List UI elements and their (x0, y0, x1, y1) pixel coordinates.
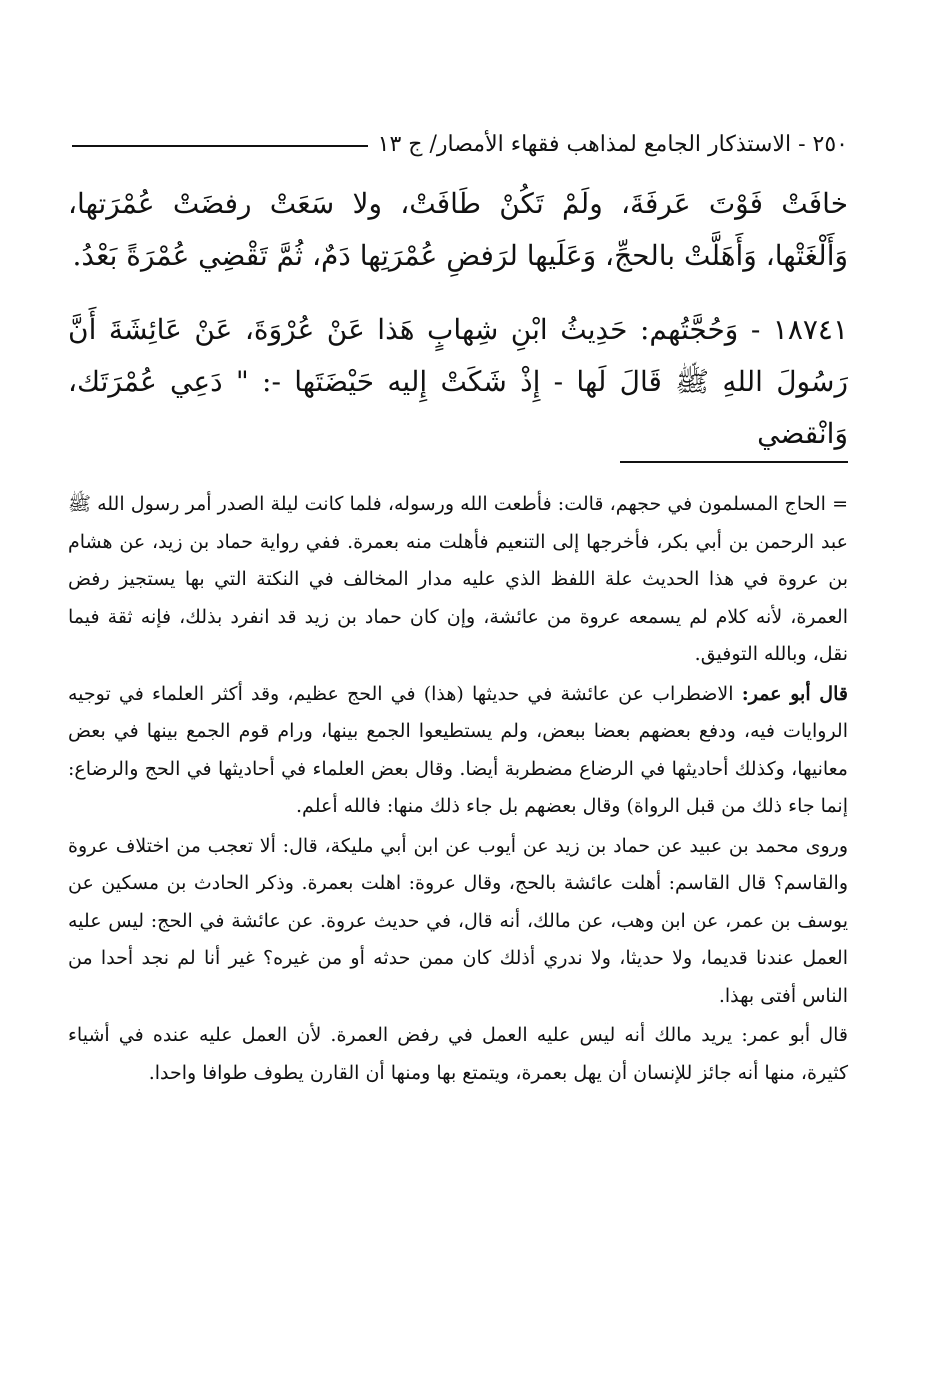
footnote-paragraph-2-text: الاضطراب عن عائشة في حديثها (هذا) في الحج عظيم، وقد أكثر العلماء في توجيه الروايات فيه، ودفع بعضهم بعضا ببعض، ولم يستطيعوا الجمع بينها، ورام قوم الجمع بينها في بعض معانيها، وكذلك أحاديثها في الرضاع مضطربة أيضا. وقال بعض العلماء في أحاديثها في الحج والرضاع: إنما جاء ذلك من قبل الرواة) وقال بعضهم بل جاء ذلك منها: فالله أعلم. (68, 682, 848, 817)
main-paragraph-1: خافَتْ فَوْتَ عَرفَةَ، ولَمْ تَكُنْ طَافَتْ، ولا سَعَتْ رفضَتْ عُمْرَتها، وَأَلْغَتْها، وَأَهَلَّتْ بالحجِّ، وَعَلَيها لرَفضِ عُمْرَتِها دَمٌ، ثُمَّ تَقْضِي عُمْرَةً بَعْدُ. (68, 187, 848, 272)
main-paragraph-2: ١٨٧٤١ - وَحُجَّتُهم: حَدِيثُ ابْنِ شِهابٍ هَذا عَنْ عُرْوَةَ، عَنْ عَائِشَةَ أَنَّ رَسُولَ اللهِ ﷺ قَالَ لَها - إِذْ شَكَتْ إِليه حَيْضَتَها -: " دَعِي عُمْرَتَك، وَانْقضي (68, 313, 848, 450)
main-text (68, 178, 848, 460)
footnote-paragraph-1: = الحاج المسلمون في حجهم، قالت: فأطعت الله ورسوله، فلما كانت ليلة الصدر أمر رسول الله ﷺ عبد الرحمن بن أبي بكر، فأخرجها إلى التنعيم فأهلت منه بعمرة. ففي رواية حماد بن زيد، عن هشام بن عروة في هذا الحديث علة اللفظ الذي عليه مدار المخالف في النكتة التي بها يستجيز رفض العمرة، لأنه كلام لم يسمعه عروة من عائشة، وإن كان حماد بن زيد قد انفرد بذلك، فإنه ثقة فيما نقل، وبالله التوفيق. (68, 493, 848, 665)
page-header (72, 124, 848, 164)
footnote-speaker: قال أبو عمر: (741, 682, 848, 705)
footnote-separator (620, 461, 848, 463)
footnote-paragraph-2 (68, 676, 848, 826)
header-rule (72, 145, 368, 147)
footnotes (68, 486, 848, 1092)
running-header: ٢٥٠ - الاستذكار الجامع لمذاهب فقهاء الأمصار/ ج ١٣ (377, 131, 848, 157)
footnote-paragraph-3: وروى محمد بن عبيد عن حماد بن زيد عن أيوب عن ابن أبي مليكة، قال: ألا تعجب من اختلاف عروة والقاسم؟ قال القاسم: أهلت عائشة بالحج، وقال عروة: اهلت بعمرة. وذكر الحادث بن مسكين عن يوسف بن عمر، عن ابن وهب، عن مالك، أنه قال، في حديث عروة. عن عائشة في الحج: ليس عليه العمل عندنا قديما، ولا حديثا، ولا ندري أذلك كان ممن حدثه أو من غيره؟ غير أنا لم نجد أحدا من الناس أفتى بهذا. (68, 834, 848, 1007)
footnote-paragraph-4: قال أبو عمر: يريد مالك أنه ليس عليه العمل في رفض العمرة. لأن العمل عليه عنده في أشياء كثيرة، منها أنه جائز للإنسان أن يهل بعمرة، ويتمتع بها ومنها أن القارن يطوف طوافا واحدا. (68, 1024, 848, 1084)
